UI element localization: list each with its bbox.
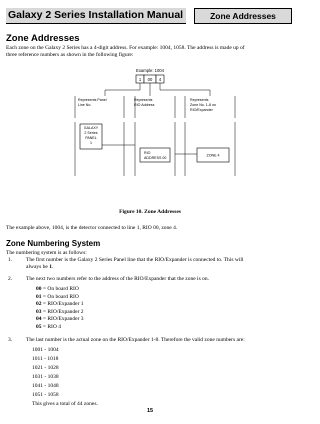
code-row xyxy=(36,294,294,302)
label-rio-line-1: Represents xyxy=(134,98,153,102)
item-text: The first number is the Galaxy 2 Series Panel line that the RIO/Expander is connected to. This will xyxy=(26,257,244,263)
code: 01 xyxy=(36,293,42,300)
code-desc: = RIO/Expander 2 xyxy=(41,308,84,315)
intro-line-1: Each zone on the Galaxy 2 Series has a 4-digit address. For example: 1004, 1058. The address is made up of xyxy=(6,45,245,51)
code-row xyxy=(36,301,294,309)
rio-box-line-1: RIO xyxy=(144,151,151,155)
intro-line-2: three reference numbers as shown in the following figure: xyxy=(6,52,134,58)
code-desc: = On board RIO xyxy=(41,286,79,292)
numbering-intro: The numbering system is as follows: xyxy=(6,250,87,256)
label-zone-line-3: RIO/Expander xyxy=(190,108,213,112)
zone-total: This gives a total of 44 zones. xyxy=(32,400,98,407)
item-text-continued xyxy=(26,264,294,271)
panel-box-line-4: 1 xyxy=(90,141,92,145)
code: 03 xyxy=(36,308,42,315)
numbering-list xyxy=(6,257,294,414)
code: 04 xyxy=(36,316,42,323)
label-panel-line-2: Line No. xyxy=(78,103,92,107)
code-desc: = RIO 4 xyxy=(41,323,61,330)
zone-range: 1011 - 1018 xyxy=(32,355,59,362)
panel-box-line-3: PANEL xyxy=(85,136,97,140)
digit-line: 1 xyxy=(138,77,142,82)
item-text-cont: always be xyxy=(26,264,50,270)
digit-zone: 4 xyxy=(158,77,162,82)
intro-paragraph xyxy=(6,45,294,59)
figure-caption: Figure 10. Zone Addresses xyxy=(119,209,181,215)
example-label: Example: 1004 xyxy=(136,68,164,73)
item-text: The next two numbers refer to the address of the RIO/Expander that the zone is on. xyxy=(26,276,209,282)
digit-rio: 00 xyxy=(147,77,153,82)
panel-box-line-2: 2 Series xyxy=(84,131,98,135)
manual-title: Galaxy 2 Series Installation Manual xyxy=(6,8,186,24)
section-title: Zone Addresses xyxy=(6,33,80,44)
list-item xyxy=(6,257,294,271)
code: 02 xyxy=(36,301,42,308)
rio-code-list xyxy=(26,286,294,332)
zone-range: 1031 - 1038 xyxy=(32,373,59,380)
code-row xyxy=(36,316,294,324)
label-rio-line-2: RIO Address xyxy=(134,103,155,107)
label-panel-line-1: Represents Panel xyxy=(78,98,107,102)
zone-range-list xyxy=(26,346,294,409)
item-number: 2. xyxy=(8,276,13,282)
zone-range: 1051 - 1058 xyxy=(32,391,59,398)
zone-range: 1001 - 1004 xyxy=(32,346,59,353)
zone-range: 1041 - 1048 xyxy=(32,382,59,389)
numbering-title: Zone Numbering System xyxy=(6,239,101,248)
label-zone-line-1: Represents xyxy=(190,98,209,102)
code: 00 xyxy=(36,286,42,292)
label-zone-line-2: Zone No. 1-8 on xyxy=(190,103,216,107)
item-text: The last number is the actual zone on the RIO/Expander 1-8. Therefore the valid zone numbers are: xyxy=(26,336,245,343)
code-desc: = RIO/Expander 1 xyxy=(41,301,84,308)
code-row xyxy=(36,286,294,294)
item-text-end: . xyxy=(51,264,54,270)
code-desc: = RIO/Expander 3 xyxy=(41,316,84,323)
item-number: 3. xyxy=(8,336,13,343)
example-note: The example above, 1004, is the detector connected to line 1, RIO 00, zone 4. xyxy=(6,225,178,231)
page-number: 15 xyxy=(146,408,154,414)
panel-box-line-1: GALAXY xyxy=(83,126,99,130)
section-tab: Zone Addresses xyxy=(194,8,292,24)
code: 05 xyxy=(36,323,42,330)
item-number: 1. xyxy=(8,257,13,263)
code-desc: = On board RIO xyxy=(41,293,79,300)
page-header xyxy=(6,8,294,24)
zone-box-label: ZONE 4 xyxy=(206,153,220,158)
code-row xyxy=(36,309,294,317)
list-item xyxy=(6,337,294,409)
connector-lines xyxy=(105,83,210,96)
code-row xyxy=(36,324,294,332)
rio-box-line-2: ADDRESS 00 xyxy=(144,156,167,160)
item-text-bold: 1 xyxy=(49,264,52,270)
zone-address-diagram xyxy=(0,60,300,208)
zone-range: 1021 - 1028 xyxy=(32,364,59,371)
list-item xyxy=(6,276,294,332)
